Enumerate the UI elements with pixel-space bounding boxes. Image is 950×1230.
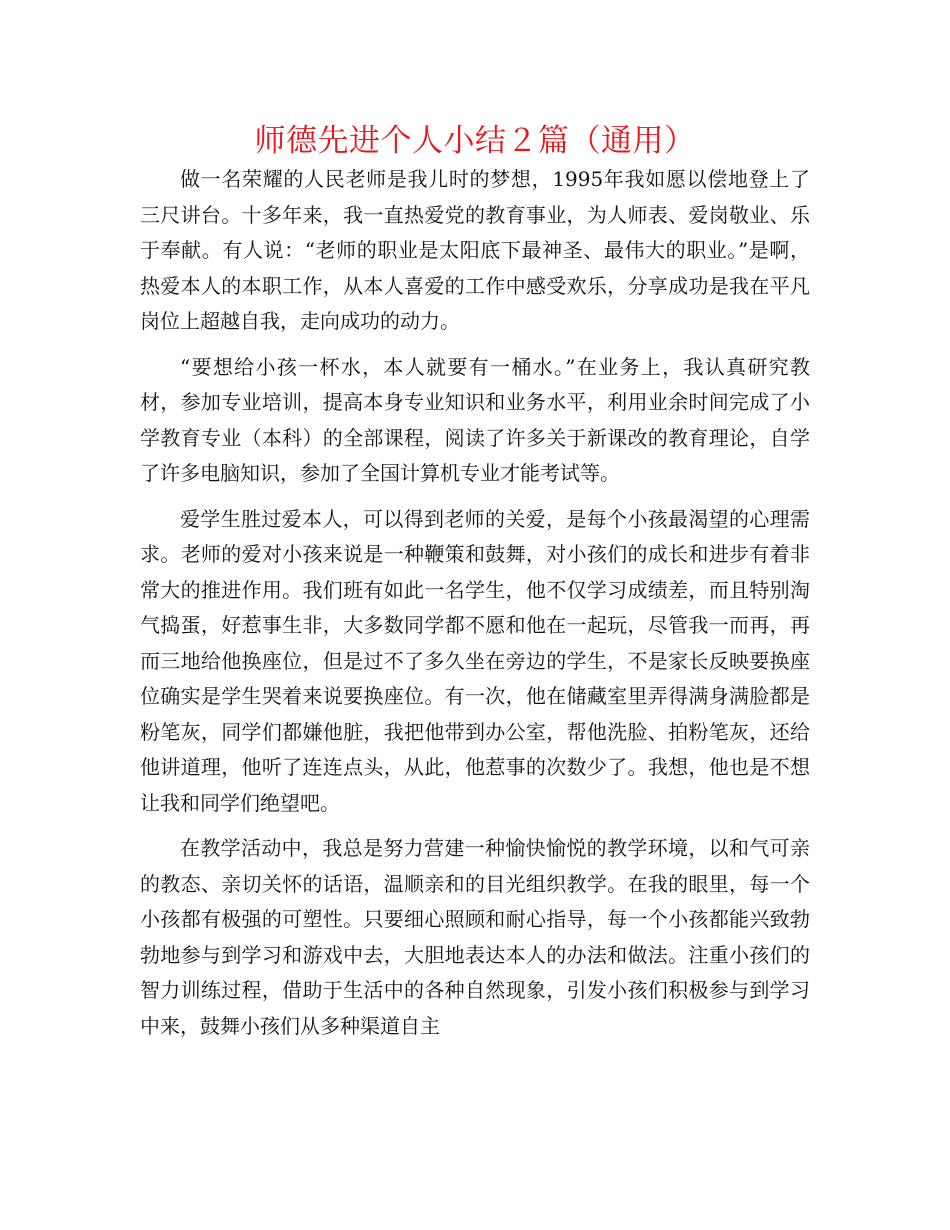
document-body	[140, 162, 810, 1054]
document-title: 师德先进个人小结２篇（通用）	[254, 123, 696, 159]
paragraph-4: 在教学活动中，我总是努力营建一种愉快愉悦的教学环境，以和气可亲的教态、亲切关怀的话语，温顺亲和的目光组织教学。在我的眼里，每一个小孩都有极强的可塑性。只要细心照顾和耐心指导，每一个小孩都能兴致勃勃地参与到学习和游戏中去，大胆地表达本人的办法和做法。注重小孩们的智力训练过程，借助于生活中的各种自然现象，引发小孩们积极参与到学习中来，鼓舞小孩们从多种渠道自主	[140, 836, 810, 1038]
paragraph-2: “要想给小孩一杯水，本人就要有一桶水。”在业务上，我认真研究教材，参加专业培训，提高本身专业知识和业务水平，利用业余时间完成了小学教育专业（本科）的全部课程，阅读了许多关于新课改的教育理论，自学了许多电脑知识，参加了全国计算机专业才能考试等。	[140, 354, 810, 485]
paragraph-3: 爱学生胜过爱本人，可以得到老师的关爱，是每个小孩最渴望的心理需求。老师的爱对小孩来说是一种鞭策和鼓舞，对小孩们的成长和进步有着非常大的推进作用。我们班有如此一名学生，他不仅学习成绩差，而且特别淘气捣蛋，好惹事生非，大多数同学都不愿和他在一起玩，尽管我一而再，再而三地给他换座位，但是过不了多久坐在旁边的学生，不是家长反映要换座位确实是学生哭着来说要换座位。有一次，他在储藏室里弄得满身满脸都是粉笔灰，同学们都嫌他脏，我把他带到办公室，帮他洗脸、拍粉笔灰，还给他讲道理，他听了连连点头，从此，他惹事的次数少了。我想，他也是不想让我和同学们绝望吧。	[140, 506, 810, 815]
paragraph-1: 做一名荣耀的人民老师是我儿时的梦想，1995年我如愿以偿地登上了三尺讲台。十多年来，我一直热爱党的教育事业，为人师表、爱岗敬业、乐于奉献。有人说：“老师的职业是太阳底下最神圣、最伟大的职业。”是啊，热爱本人的本职工作，从本人喜爱的工作中感受欢乐，分享成功是我在平凡岗位上超越自我，走向成功的动力。	[140, 167, 810, 333]
